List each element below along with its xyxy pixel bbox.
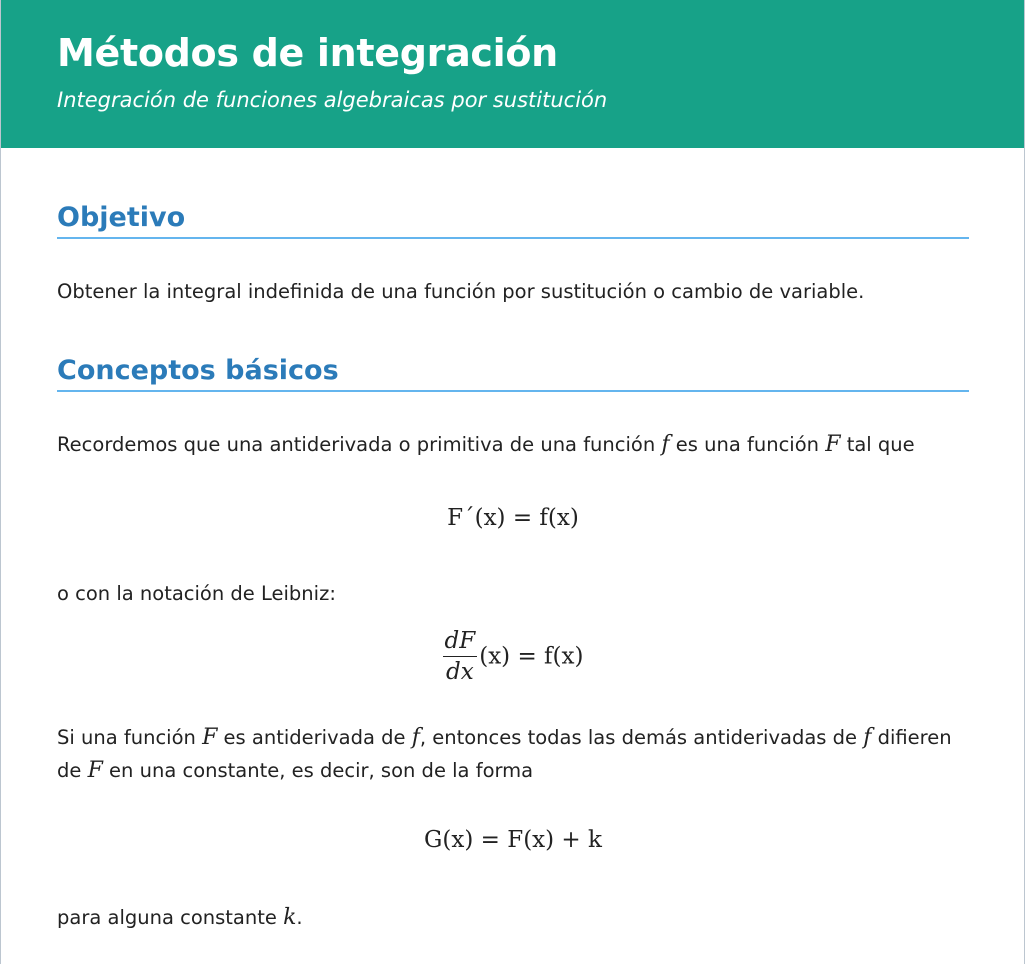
equation-rest: (x) = f(x) — [479, 643, 584, 670]
fraction-numerator: dF — [443, 628, 478, 657]
text-span: para alguna constante — [57, 906, 277, 929]
text-span: es una función — [675, 433, 820, 456]
math-F: F — [87, 758, 103, 783]
page-subtitle: Integración de funciones algebraicas por sustitución — [57, 88, 608, 112]
text-span: . — [296, 906, 303, 929]
equation-general-antiderivative: G(x) = F(x) + k — [424, 827, 602, 853]
text-span: , entonces todas las demás antiderivadas de — [419, 726, 858, 749]
equation-antiderivative: F´(x) = f(x) — [447, 505, 579, 531]
text-span: es antiderivada de — [223, 726, 406, 749]
text-span: en una constante, es decir, son de la forma — [109, 759, 534, 782]
text-span: Si una función — [57, 726, 196, 749]
fraction-denominator: dx — [446, 659, 474, 685]
page-header — [1, 0, 1024, 148]
text-span: Recordemos que una antiderivada o primitiva de una función — [57, 433, 656, 456]
conceptos-paragraph-4 — [57, 901, 969, 934]
text-span: difieren — [877, 726, 952, 749]
math-k: k — [283, 905, 297, 930]
conceptos-heading: Conceptos básicos — [57, 354, 969, 392]
text-span: de — [57, 759, 82, 782]
math-F: F — [825, 432, 841, 457]
math-f: f — [863, 725, 872, 750]
objetivo-heading: Objetivo — [57, 201, 969, 239]
text-span: tal que — [846, 433, 915, 456]
conceptos-paragraph-2: o con la notación de Leibniz: — [57, 582, 336, 605]
math-f: f — [411, 725, 420, 750]
page-title: Métodos de integración — [57, 31, 558, 75]
math-F: F — [202, 725, 218, 750]
conceptos-paragraph-3 — [57, 721, 969, 787]
equation-leibniz — [57, 628, 969, 685]
fraction-dF-dx — [443, 628, 478, 685]
objetivo-text: Obtener la integral indefinida de una función por sustitución o cambio de variable. — [57, 280, 865, 303]
main-content — [1, 201, 1024, 934]
conceptos-paragraph-1 — [57, 428, 969, 461]
math-f: f — [661, 432, 670, 457]
